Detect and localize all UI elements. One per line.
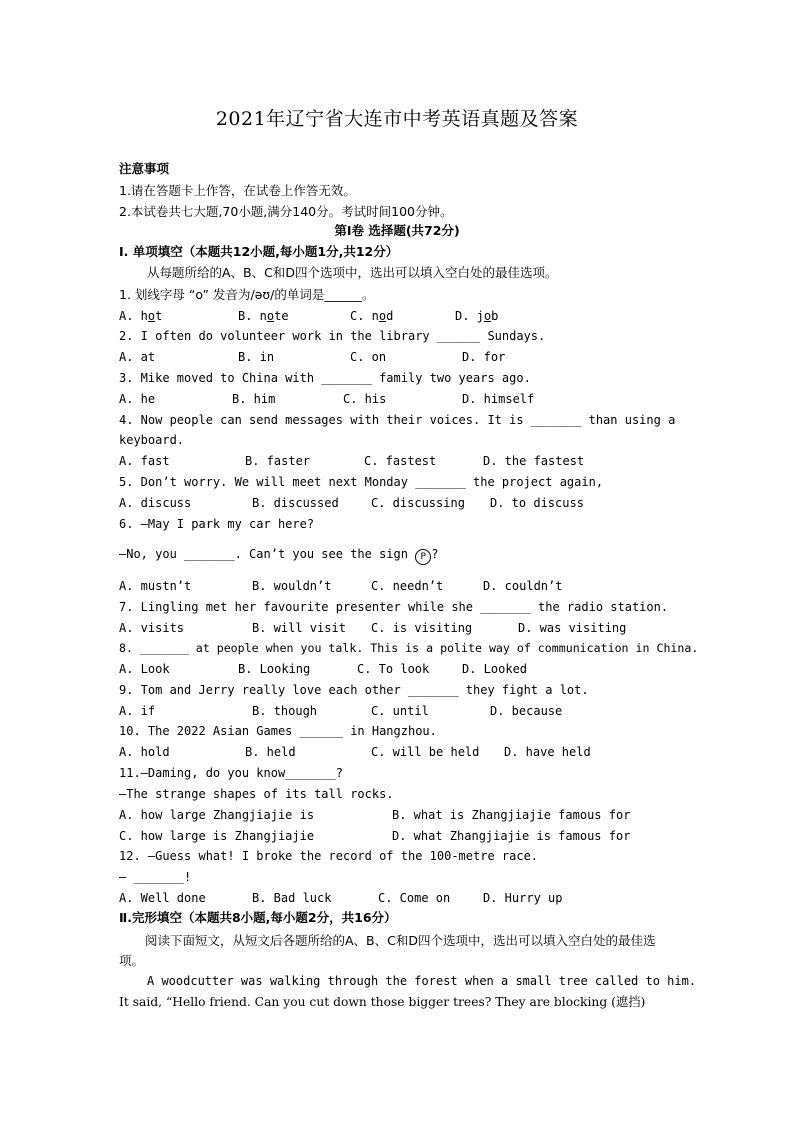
volume-heading: 第Ⅰ卷 选择题(共72分) bbox=[334, 223, 460, 238]
q1-option-b: B. note bbox=[238, 309, 289, 323]
q6-option-a: A. mustn’t bbox=[119, 579, 192, 593]
q1-option-d: D. job bbox=[455, 309, 499, 323]
notice-item-2: 2.本试卷共七大题,70小题,满分140分。考试时间100分钟。 bbox=[119, 204, 453, 219]
question-4-stem-cont: keyboard. bbox=[119, 433, 185, 447]
page-title: 2021年辽宁省大连市中考英语真题及答案 bbox=[215, 108, 579, 130]
q3-option-b: B. him bbox=[232, 392, 276, 406]
q6-option-c: C. needn’t bbox=[371, 579, 444, 593]
q3-option-c: C. his bbox=[343, 392, 387, 406]
question-2-stem: 2. I often do volunteer work in the library ______ Sundays. bbox=[119, 329, 546, 343]
q8-option-a: A. Look bbox=[119, 662, 170, 676]
question-7-stem: 7. Lingling met her favourite presenter while she _______ the radio station. bbox=[119, 600, 669, 614]
q8-option-b: B. Looking bbox=[238, 662, 311, 676]
question-8-stem: 8. _______ at people when you talk. This is a polite way of communication in China. bbox=[119, 641, 699, 655]
section2-instruction: 阅读下面短文，从短文后各题所给的A、B、C和D四个选项中，选出可以填入空白处的最佳选项。 bbox=[119, 933, 656, 968]
q5-option-c: C. discussing bbox=[371, 496, 465, 510]
q10-option-c: C. will be held bbox=[371, 745, 480, 759]
section1-instruction: 从每题所给的A、B、C和D四个选项中，选出可以填入空白处的最佳选项。 bbox=[147, 265, 558, 280]
q11-option-b: B. what is Zhangjiajie famous for bbox=[392, 808, 631, 822]
question-3-stem: 3. Mike moved to China with _______ family two years ago. bbox=[119, 371, 531, 385]
q12-option-a: A. Well done bbox=[119, 891, 206, 905]
q8-option-c: C. To look bbox=[357, 662, 430, 676]
question-4-stem: 4. Now people can send messages with their voices. It is _______ than using a bbox=[119, 413, 676, 427]
q11-option-d: D. what Zhangjiajie is famous for bbox=[392, 829, 631, 843]
q11-option-c: C. how large is Zhangjiajie bbox=[119, 829, 315, 843]
q10-option-b: B. held bbox=[245, 745, 296, 759]
q5-option-a: A. discuss bbox=[119, 496, 192, 510]
q7-option-a: A. visits bbox=[119, 621, 185, 635]
q2-option-d: D. for bbox=[462, 350, 506, 364]
q4-option-c: C. fastest bbox=[364, 454, 437, 468]
q3-option-a: A. he bbox=[119, 392, 156, 406]
q2-option-c: C. on bbox=[350, 350, 387, 364]
q3-option-d: D. himself bbox=[462, 392, 535, 406]
question-6-stem-cont: —No, you _______. Can’t you see the sign P ? bbox=[119, 546, 438, 565]
q1-option-c: C. nod bbox=[350, 309, 394, 323]
question-12-stem: 12. —Guess what! I broke the record of the 100-metre race. bbox=[119, 849, 539, 863]
q5-option-d: D. to discuss bbox=[490, 496, 584, 510]
passage-line-1: A woodcutter was walking through the forest when a small tree called to him. bbox=[147, 974, 697, 988]
q2-option-a: A. at bbox=[119, 350, 156, 364]
q12-option-b: B. Bad luck bbox=[252, 891, 332, 905]
q7-option-c: C. is visiting bbox=[371, 621, 473, 635]
q7-option-d: D. was visiting bbox=[518, 621, 627, 635]
q11-option-a: A. how large Zhangjiajie is bbox=[119, 808, 315, 822]
q9-option-a: A. if bbox=[119, 704, 156, 718]
q12-option-d: D. Hurry up bbox=[483, 891, 563, 905]
q10-option-a: A. hold bbox=[119, 745, 170, 759]
q6-option-d: D. couldn’t bbox=[483, 579, 563, 593]
notice-heading: 注意事项 bbox=[119, 161, 170, 176]
notice-item-1: 1.请在答题卡上作答，在试卷上作答无效。 bbox=[119, 183, 356, 198]
question-6-stem: 6. —May I park my car here? bbox=[119, 517, 315, 531]
passage-line-2: It said, “Hello friend. Can you cut down those bigger trees? They are blocking (遮挡) bbox=[119, 995, 646, 1009]
question-5-stem: 5. Don’t worry. We will meet next Monday _______ the project again, bbox=[119, 475, 604, 489]
question-11-answer: —The strange shapes of its tall rocks. bbox=[119, 787, 394, 801]
question-10-stem: 10. The 2022 Asian Games ______ in Hangzhou. bbox=[119, 724, 437, 738]
q9-option-d: D. because bbox=[490, 704, 563, 718]
no-parking-sign-icon: P bbox=[415, 549, 431, 565]
question-12-reply: — _______! bbox=[119, 870, 192, 884]
section2-heading: Ⅱ.完形填空（本题共8小题,每小题2分，共16分） bbox=[119, 910, 397, 925]
q4-option-d: D. the fastest bbox=[483, 454, 585, 468]
q5-option-b: B. discussed bbox=[252, 496, 339, 510]
question-11-stem: 11.—Daming, do you know_______? bbox=[119, 766, 343, 780]
q4-option-b: B. faster bbox=[245, 454, 311, 468]
q2-option-b: B. in bbox=[238, 350, 275, 364]
q9-option-b: B. though bbox=[252, 704, 318, 718]
q8-option-d: D. Looked bbox=[462, 662, 528, 676]
q9-option-c: C. until bbox=[371, 704, 429, 718]
q4-option-a: A. fast bbox=[119, 454, 170, 468]
q1-option-a: A. hot bbox=[119, 309, 163, 323]
q6-option-b: B. wouldn’t bbox=[252, 579, 332, 593]
question-9-stem: 9. Tom and Jerry really love each other _______ they fight a lot. bbox=[119, 683, 589, 697]
question-1-stem: 1. 划线字母 “o” 发音为/əʊ/的单词是______。 bbox=[119, 287, 375, 302]
q10-option-d: D. have held bbox=[504, 745, 591, 759]
section1-heading: Ⅰ. 单项填空（本题共12小题,每小题1分,共12分） bbox=[119, 244, 399, 259]
q7-option-b: B. will visit bbox=[252, 621, 346, 635]
q12-option-c: C. Come on bbox=[378, 891, 451, 905]
